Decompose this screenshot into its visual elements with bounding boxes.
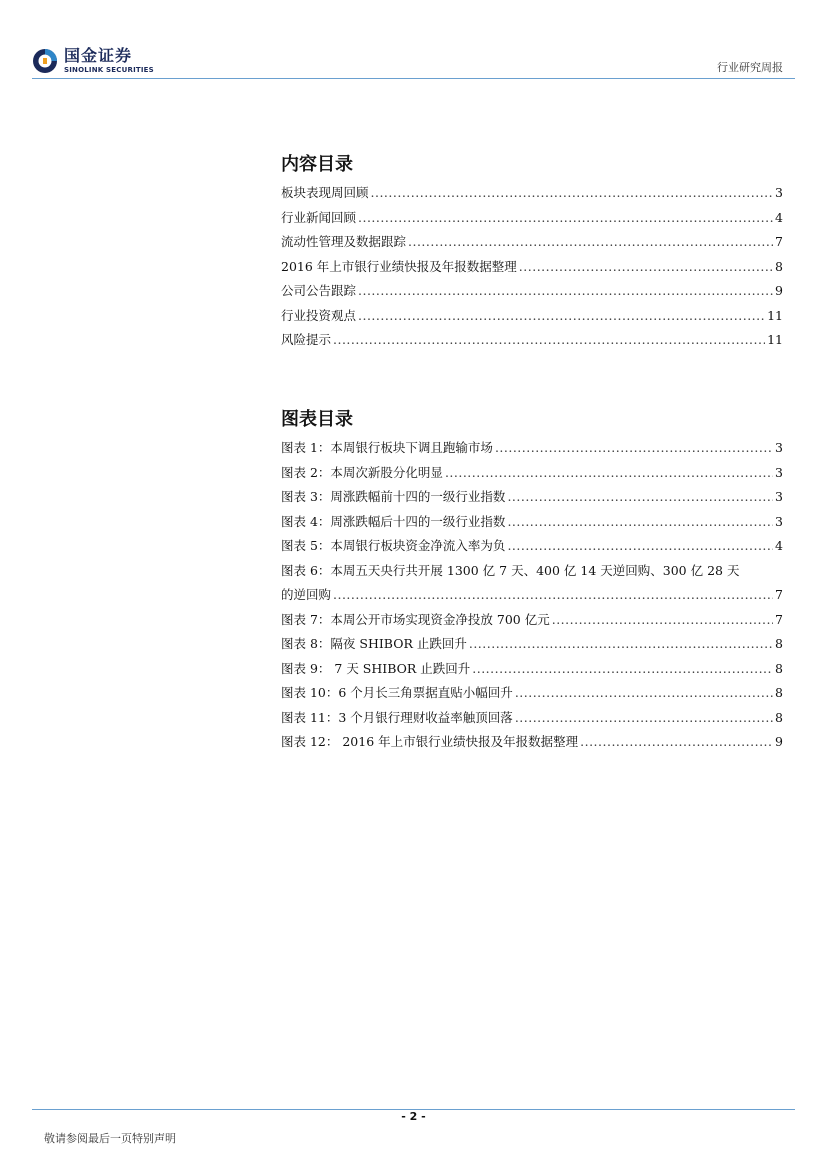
toc-entry-page: 11 (767, 332, 783, 347)
figure-entry[interactable] (281, 510, 783, 535)
toc-entry-label: 行业投资观点 (281, 307, 357, 323)
dot-leader (515, 681, 773, 706)
dot-leader (358, 304, 765, 329)
report-type-label: 行业研究周报 (717, 61, 783, 74)
toc-entry-page: 3 (775, 185, 783, 200)
figure-entry-label: 图表 10：6 个月长三角票据直贴小幅回升 (281, 685, 513, 700)
figure-entry-label: 图表 1：本周银行板块下调且跑输市场 (281, 440, 493, 455)
dot-leader (507, 510, 773, 535)
figure-entry-page: 7 (775, 611, 783, 627)
figure-entry-label: 的逆回购 (281, 587, 332, 602)
figure-entry-first-line[interactable]: 图表 6：本周五天央行共开展 1300 亿 7 天、400 亿 14 天逆回购、300 亿 28 天 (281, 562, 740, 578)
toc-entry[interactable] (281, 181, 783, 206)
dot-leader (333, 328, 765, 353)
figure-entry[interactable] (281, 632, 783, 657)
dot-leader (515, 706, 773, 731)
figures-section (281, 405, 783, 755)
figure-entry-label: 图表 4：周涨跌幅后十四的一级行业指数 (281, 513, 506, 529)
figure-entry[interactable] (281, 583, 783, 608)
dot-leader (469, 632, 773, 657)
figure-entry-page: 7 (775, 587, 783, 602)
dot-leader (495, 436, 773, 461)
toc-entry[interactable] (281, 304, 783, 329)
figure-entry[interactable] (281, 485, 783, 510)
company-logo (32, 46, 154, 76)
toc-entry[interactable] (281, 206, 783, 231)
contents-section (281, 150, 783, 353)
figures-title: 图表目录 (281, 409, 353, 430)
toc-entry-page: 9 (775, 283, 783, 298)
toc-entry-label: 2016 年上市银行业绩快报及年报数据整理 (281, 258, 517, 274)
figure-entry-label: 图表 8：隔夜 SHIBOR 止跌回升 (281, 636, 467, 651)
figure-entry[interactable] (281, 534, 783, 559)
dot-leader (445, 461, 773, 486)
figure-entry[interactable] (281, 436, 783, 461)
figure-entry-page: 4 (775, 538, 783, 553)
figure-entry-page: 8 (775, 636, 783, 651)
header-divider (32, 78, 795, 79)
toc-entry[interactable] (281, 328, 783, 353)
figure-entry-label: 图表 2：本周次新股分化明显 (281, 464, 443, 480)
figure-entry-label: 图表 3：周涨跌幅前十四的一级行业指数 (281, 489, 506, 504)
toc-entry-label: 风险提示 (281, 332, 332, 347)
figure-entry[interactable] (281, 730, 783, 755)
toc-entry-label: 流动性管理及数据跟踪 (281, 234, 407, 249)
toc-entry-page: 11 (767, 307, 783, 323)
figure-entry[interactable] (281, 461, 783, 486)
dot-leader (507, 534, 773, 559)
dot-leader (333, 583, 773, 608)
toc-entry-label: 板块表现周回顾 (281, 185, 369, 200)
figure-entry-page: 8 (775, 685, 783, 700)
dot-leader (507, 485, 773, 510)
logo-english-name: SINOLINK SECURITIES (64, 66, 154, 74)
figure-entry[interactable] (281, 657, 783, 682)
dot-leader (408, 230, 773, 255)
figure-entry-page: 8 (775, 709, 783, 725)
dot-leader (358, 279, 773, 304)
toc-entry-page: 7 (775, 234, 783, 249)
figure-entry-page: 3 (775, 513, 783, 529)
figure-entry-page: 3 (775, 464, 783, 480)
footer-disclaimer: 敬请参阅最后一页特别声明 (44, 1132, 176, 1145)
figure-entry-label: 图表 9： 7 天 SHIBOR 止跌回升 (281, 660, 471, 676)
figure-entry[interactable] (281, 706, 783, 731)
figure-entry-page: 8 (775, 660, 783, 676)
logo-chinese-name: 国金证券 (64, 46, 133, 65)
dot-leader (371, 181, 774, 206)
toc-entry-label: 行业新闻回顾 (281, 209, 357, 225)
figure-entry-label: 图表 7：本周公开市场实现资金净投放 700 亿元 (281, 611, 550, 627)
sinolink-logo-icon (32, 48, 58, 74)
figure-entry-label: 图表 11：3 个月银行理财收益率触顶回落 (281, 709, 513, 725)
figure-entry-label: 图表 12： 2016 年上市银行业绩快报及年报数据整理 (281, 734, 579, 749)
toc-entry[interactable] (281, 279, 783, 304)
toc-entry[interactable] (281, 255, 783, 280)
figure-entry-label: 图表 5：本周银行板块资金净流入率为负 (281, 538, 506, 553)
page-number: - 2 - (401, 1110, 426, 1123)
figure-entry-page: 3 (775, 440, 783, 455)
page-header (0, 0, 827, 80)
figure-entry-page: 9 (775, 734, 783, 749)
figure-entry[interactable] (281, 681, 783, 706)
toc-entry-label: 公司公告跟踪 (281, 283, 357, 298)
toc-entry[interactable] (281, 230, 783, 255)
dot-leader (519, 255, 773, 280)
figure-entry[interactable] (281, 608, 783, 633)
toc-entry-page: 4 (775, 209, 783, 225)
dot-leader (472, 657, 773, 682)
contents-title: 内容目录 (281, 154, 353, 175)
dot-leader (580, 730, 773, 755)
toc-entry-page: 8 (775, 258, 783, 274)
dot-leader (358, 206, 773, 231)
dot-leader (552, 608, 773, 633)
figure-entry-page: 3 (775, 489, 783, 504)
